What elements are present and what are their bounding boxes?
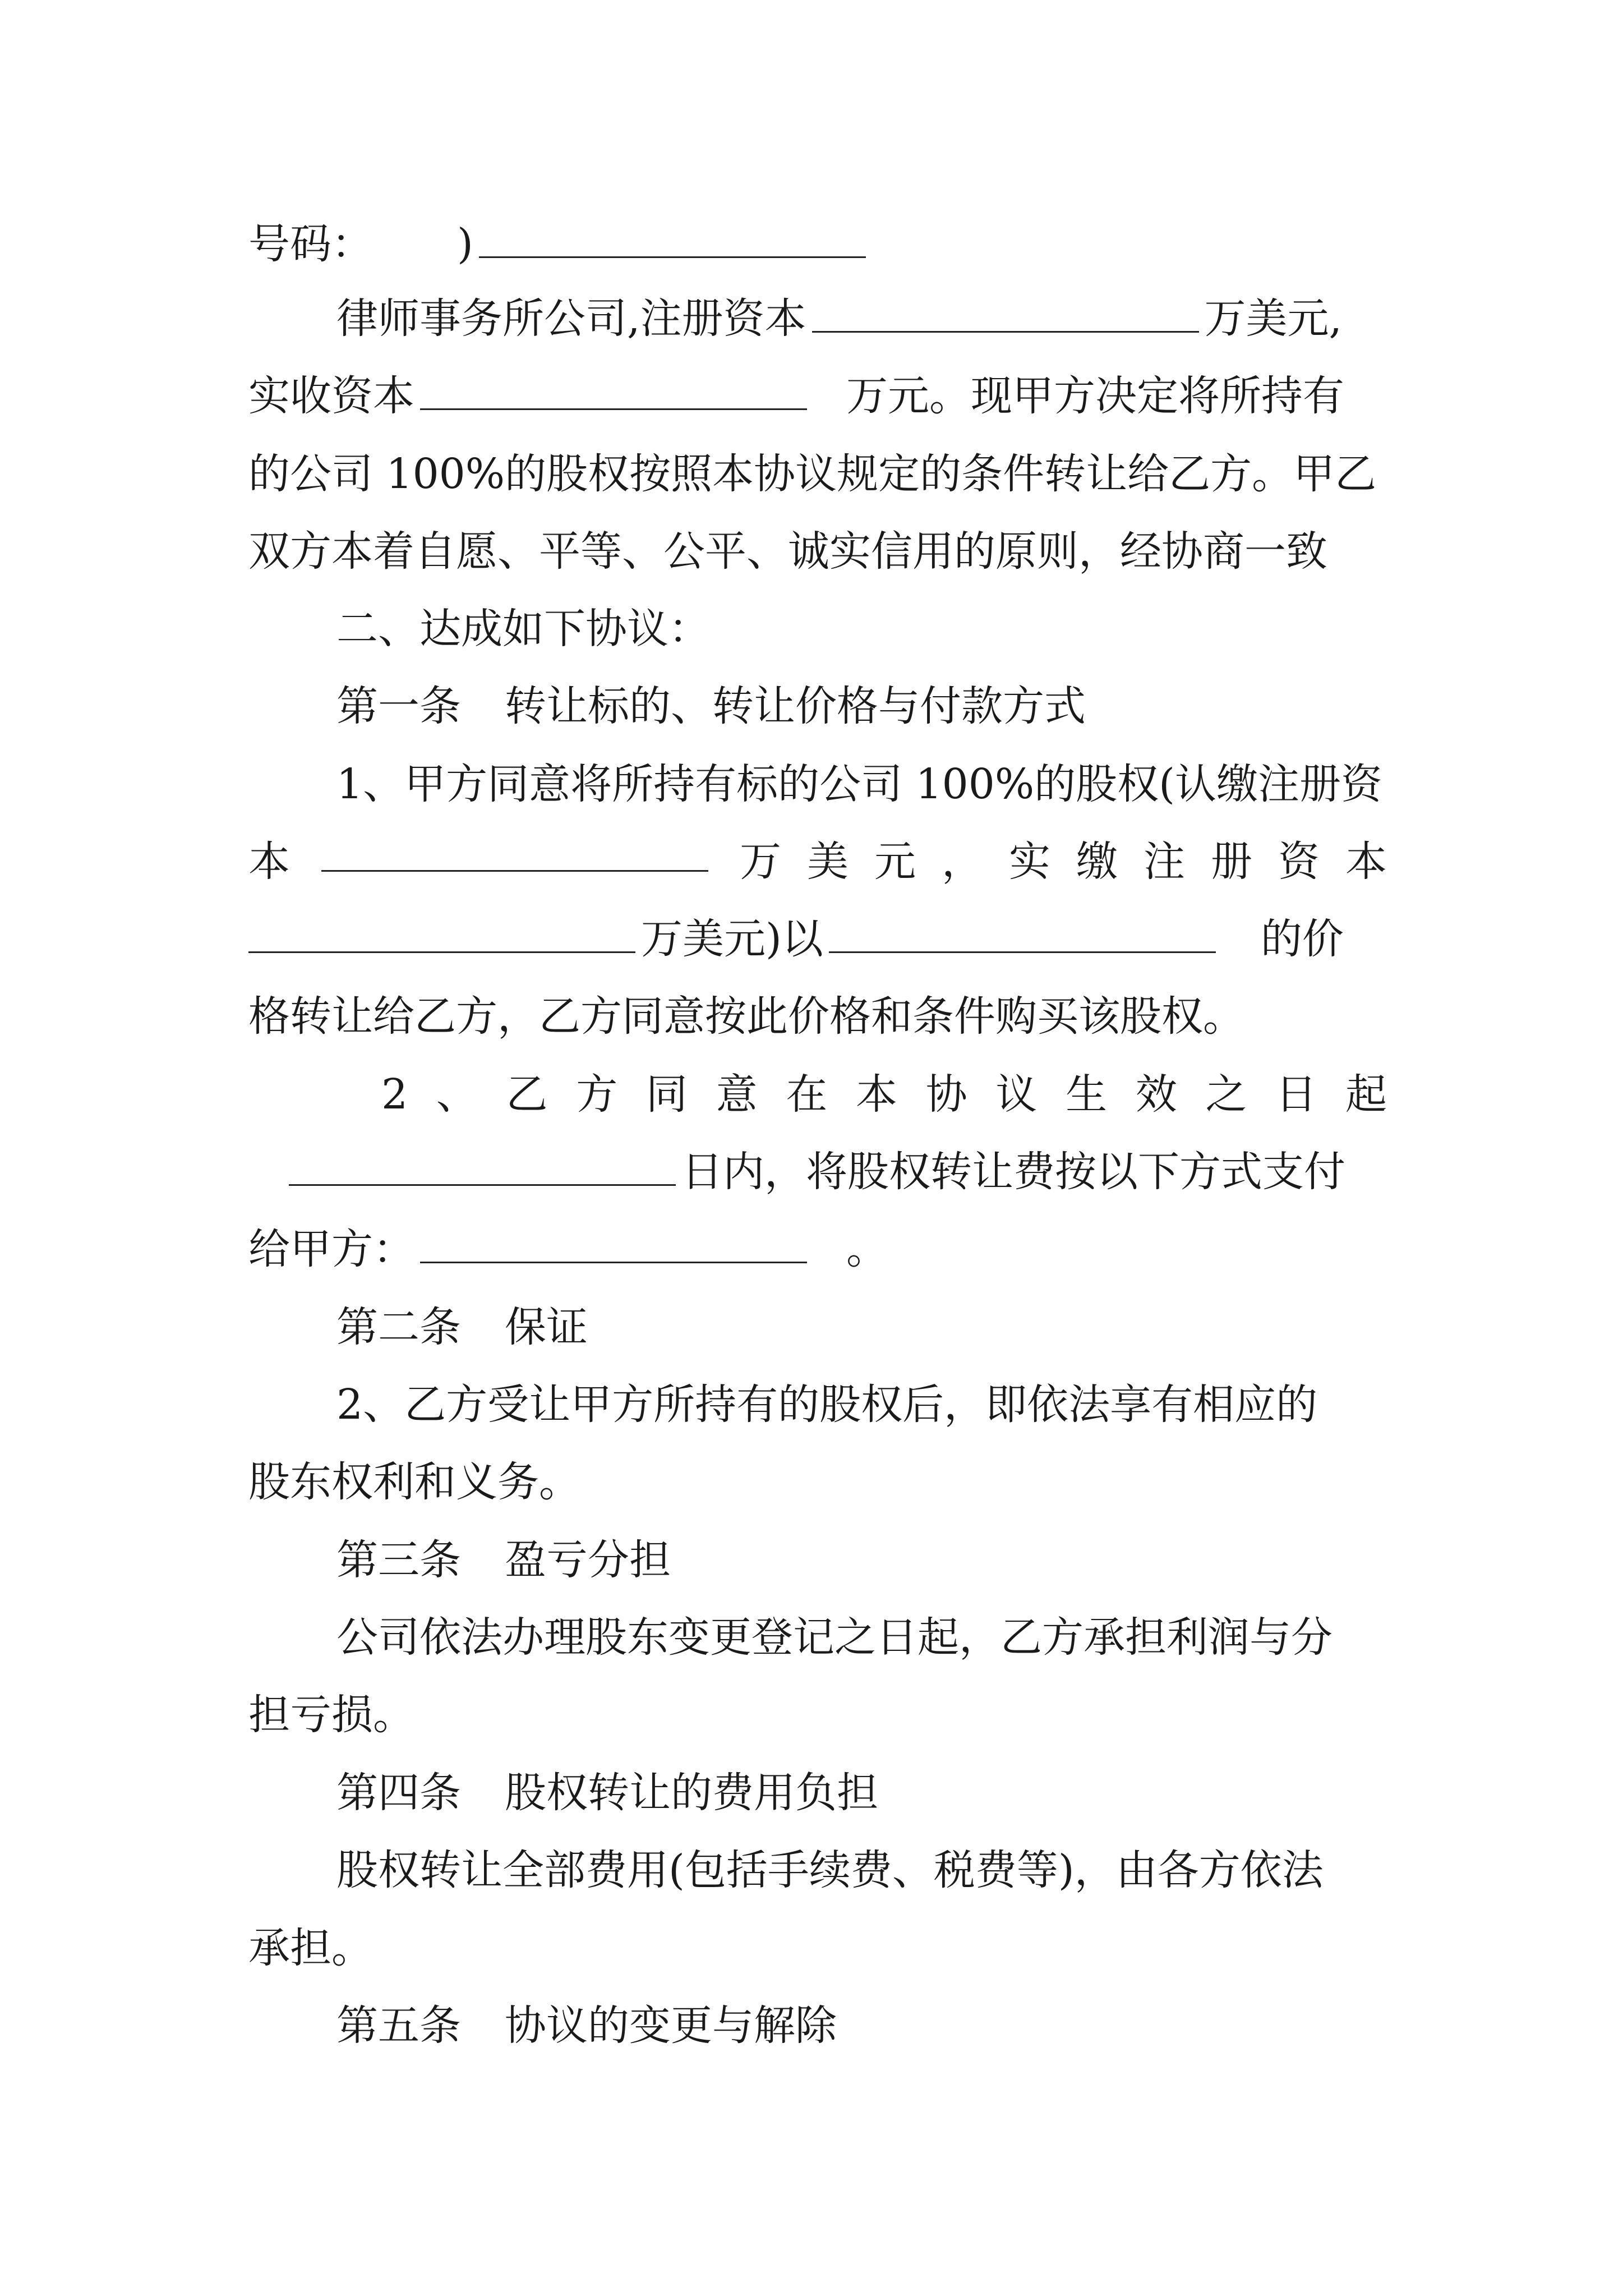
text-line: 担亏损。 <box>248 1691 414 1739</box>
text-segment: 给甲方： <box>248 1225 414 1273</box>
blank-field <box>829 912 1216 953</box>
text-line <box>248 213 1387 275</box>
blank-field <box>479 217 866 258</box>
text-char: 缴 <box>1076 838 1118 886</box>
article-heading <box>336 675 1387 737</box>
text-char: 生 <box>1066 1070 1108 1119</box>
text-line: 2、乙方受让甲方所持有的股权后，即依法享有相应的 <box>336 1381 1318 1429</box>
text-char: 本 <box>856 1070 898 1119</box>
text-char: 实 <box>1009 838 1050 886</box>
text-char: 日 <box>1275 1070 1317 1119</box>
article-title: 股权转让的费用负担 <box>505 1769 878 1817</box>
text-char: 万 <box>740 838 781 886</box>
blank-field <box>420 1222 807 1263</box>
text-line: 承担。 <box>248 1924 373 1972</box>
text-line: 格转让给乙方，乙方同意按此价格和条件购买该股权。 <box>248 992 1244 1041</box>
text-line <box>336 288 1387 349</box>
article-title: 盈亏分担 <box>505 1536 671 1584</box>
text-line: 二、达成如下协议： <box>336 605 710 653</box>
text-segment: 日内，将股权转让费按以下方式支付 <box>681 1148 1345 1196</box>
text-line <box>289 1141 1387 1203</box>
text-char: 之 <box>1205 1070 1247 1119</box>
article-heading <box>336 1762 1387 1824</box>
article-title: 保证 <box>505 1303 588 1351</box>
blank-field <box>289 1145 676 1186</box>
blank-field <box>812 292 1199 333</box>
blank-field <box>420 369 807 410</box>
text-char: 注 <box>1144 838 1185 886</box>
text-line <box>248 365 1387 427</box>
article-heading <box>336 1296 1387 1358</box>
text-char: 元 <box>874 838 916 886</box>
text-segment: 实收资本 <box>248 372 414 420</box>
text-line: 股东权利和义务。 <box>248 1458 580 1506</box>
text-char: 方 <box>576 1070 618 1119</box>
blank-field <box>321 831 708 872</box>
text-line <box>248 908 1387 970</box>
article-title: 协议的变更与解除 <box>505 2001 837 2050</box>
text-segment: 万美元)以 <box>641 915 823 963</box>
article-number: 第三条 <box>336 1536 461 1584</box>
text-segment: 的价 <box>1260 915 1344 963</box>
text-segment: 万元。现甲方决定将所持有 <box>846 372 1344 420</box>
text-char: 乙 <box>506 1070 548 1119</box>
text-char: 意 <box>716 1070 758 1119</box>
article-number: 第一条 <box>336 682 461 730</box>
text-line: 股权转让全部费用(包括手续费、税费等)，由各方依法 <box>336 1846 1324 1894</box>
article-title: 转让标的、转让价格与付款方式 <box>505 682 1086 730</box>
text-char: 议 <box>995 1070 1038 1119</box>
text-line: 的公司 100%的股权按照本协议规定的条件转让给乙方。甲乙 <box>248 450 1377 498</box>
article-number: 第五条 <box>336 2001 461 2050</box>
text-char: 在 <box>786 1070 828 1119</box>
blank-field <box>248 912 635 953</box>
text-char: 美 <box>807 838 849 886</box>
text-line <box>381 1064 1387 1125</box>
text-line: 1、甲方同意将所持有标的公司 100%的股权(认缴注册资 <box>336 760 1383 808</box>
article-heading <box>336 1995 1387 2056</box>
text-segment: 律师事务所公司,注册资本 <box>336 295 806 343</box>
text-line: 公司依法办理股东变更登记之日起，乙方承担利润与分 <box>336 1613 1332 1662</box>
text-char: 本 <box>1345 838 1387 886</box>
text-line <box>248 1218 1387 1280</box>
text-char: 协 <box>925 1070 967 1119</box>
article-number: 第二条 <box>336 1303 461 1351</box>
text-char: 本 <box>248 838 290 886</box>
text-char: 同 <box>645 1070 688 1119</box>
article-heading <box>336 1529 1387 1591</box>
article-number: 第四条 <box>336 1769 461 1817</box>
text-segment: 号码： <box>248 220 373 268</box>
text-line: 双方本着自愿、平等、公平、诚实信用的原则，经协商一致 <box>248 527 1327 576</box>
text-char: 资 <box>1278 838 1320 886</box>
text-char: ， <box>942 838 983 886</box>
text-segment: 。 <box>846 1225 888 1273</box>
text-char: 2 <box>381 1070 408 1119</box>
text-char: 效 <box>1135 1070 1177 1119</box>
text-line <box>248 831 1387 892</box>
text-char: 、 <box>436 1070 478 1119</box>
text-char: 册 <box>1211 838 1252 886</box>
text-segment: 万美元, <box>1204 295 1343 343</box>
text-char: 起 <box>1345 1070 1387 1119</box>
text-segment: ) <box>457 220 473 268</box>
